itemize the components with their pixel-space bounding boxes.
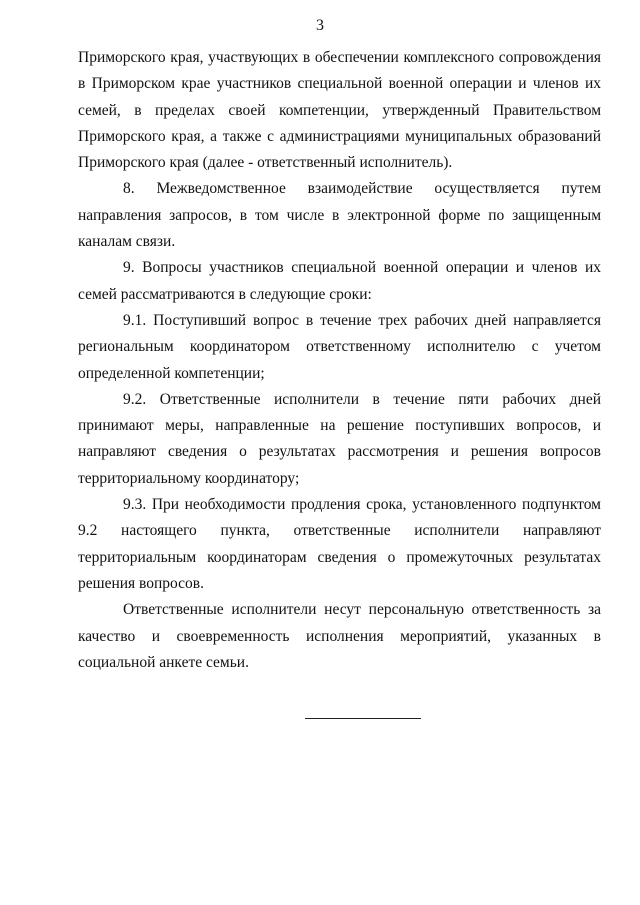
paragraph-item-9-1: 9.1. Поступивший вопрос в течение трех рабочих дней направляется региональным координатором ответственному исполнителю с учетом определенной компетенции; (78, 311, 601, 382)
paragraph-item-8: 8. Межведомственное взаимодействие осуществляется путем направления запросов, в том числе в электронной форме по защищенным каналам связи. (78, 180, 601, 251)
document-body (78, 45, 601, 676)
paragraph-item-9-2: 9.2. Ответственные исполнители в течение пяти рабочих дней принимают меры, направленные на решение поступивших вопросов, и направляют сведения о результатах рассмотрения и решения вопросов территориальному координатору; (78, 390, 601, 487)
end-separator-line (305, 718, 421, 719)
paragraph-item-9-3: 9.3. При необходимости продления срока, установленного подпунктом 9.2 настоящего пункта, ответственные исполнители направляют территориальным координаторам сведения о промежуточных результатах решения вопросов. (78, 496, 601, 592)
page-number: 3 (316, 17, 324, 34)
paragraph-responsibility: Ответственные исполнители несут персональную ответственность за качество и своевременность исполнения мероприятий, указанных в социальной анкете семьи. (78, 601, 601, 671)
paragraph-continuation: Приморского края, участвующих в обеспечении комплексного сопровождения в Приморском крае участников специальной военной операции и членов их семей, в пределах своей компетенции, утвержденный Правительством Приморского края, а также с администрациями муниципальных образований Приморского края (далее - ответственный исполнитель). (78, 49, 601, 172)
paragraph-item-9: 9. Вопросы участников специальной военной операции и членов их семей рассматриваются в следующие сроки: (78, 259, 601, 303)
